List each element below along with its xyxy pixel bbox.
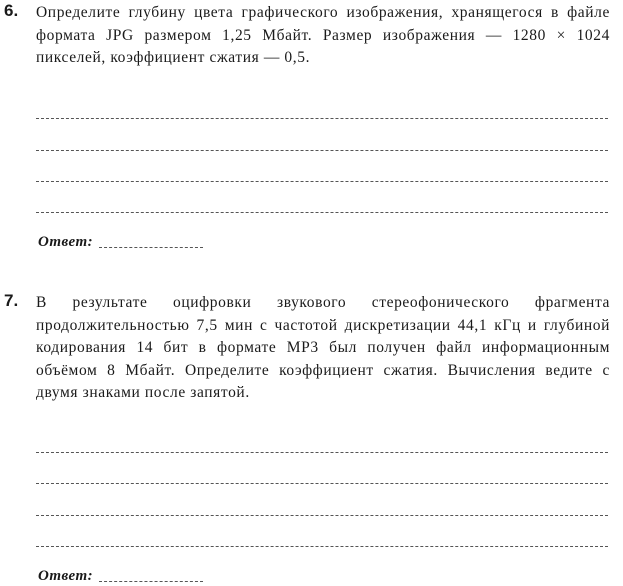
answer-line: [36, 546, 608, 547]
task-text: В результате оцифровки звукового стереофонического фрагмента продолжительностью 7,5 мин с частотой дискретизации 44,1 кГц и глубиной кодирования 14 бит в формате МР3 был получен файл информационным объёмом 8 Мбайт. Определите коэффициент сжатия. Вычисления ведите с двумя знаками после запятой.: [36, 294, 610, 401]
answer-line: [36, 118, 608, 119]
answer-row: [38, 568, 203, 585]
answer-label: Ответ:: [38, 568, 94, 584]
answer-line: [36, 181, 608, 182]
answer-line: [36, 150, 608, 151]
answer-field[interactable]: [99, 247, 203, 248]
answer-label: Ответ:: [38, 234, 94, 250]
answer-line: [36, 452, 608, 453]
answer-line: [36, 212, 608, 213]
answer-line: [36, 515, 608, 516]
answer-row: [38, 234, 203, 251]
task-number: 7.: [4, 291, 19, 310]
answer-field[interactable]: [99, 581, 203, 582]
task-text: Определите глубину цвета графического изображения, хранящегося в файле формата JPG размером 1,25 Мбайт. Размер изображения — 1280 × 1024 пикселей, коэффициент сжатия — 0,5.: [36, 4, 610, 66]
answer-line: [36, 483, 608, 484]
task-number: 6.: [4, 1, 19, 20]
